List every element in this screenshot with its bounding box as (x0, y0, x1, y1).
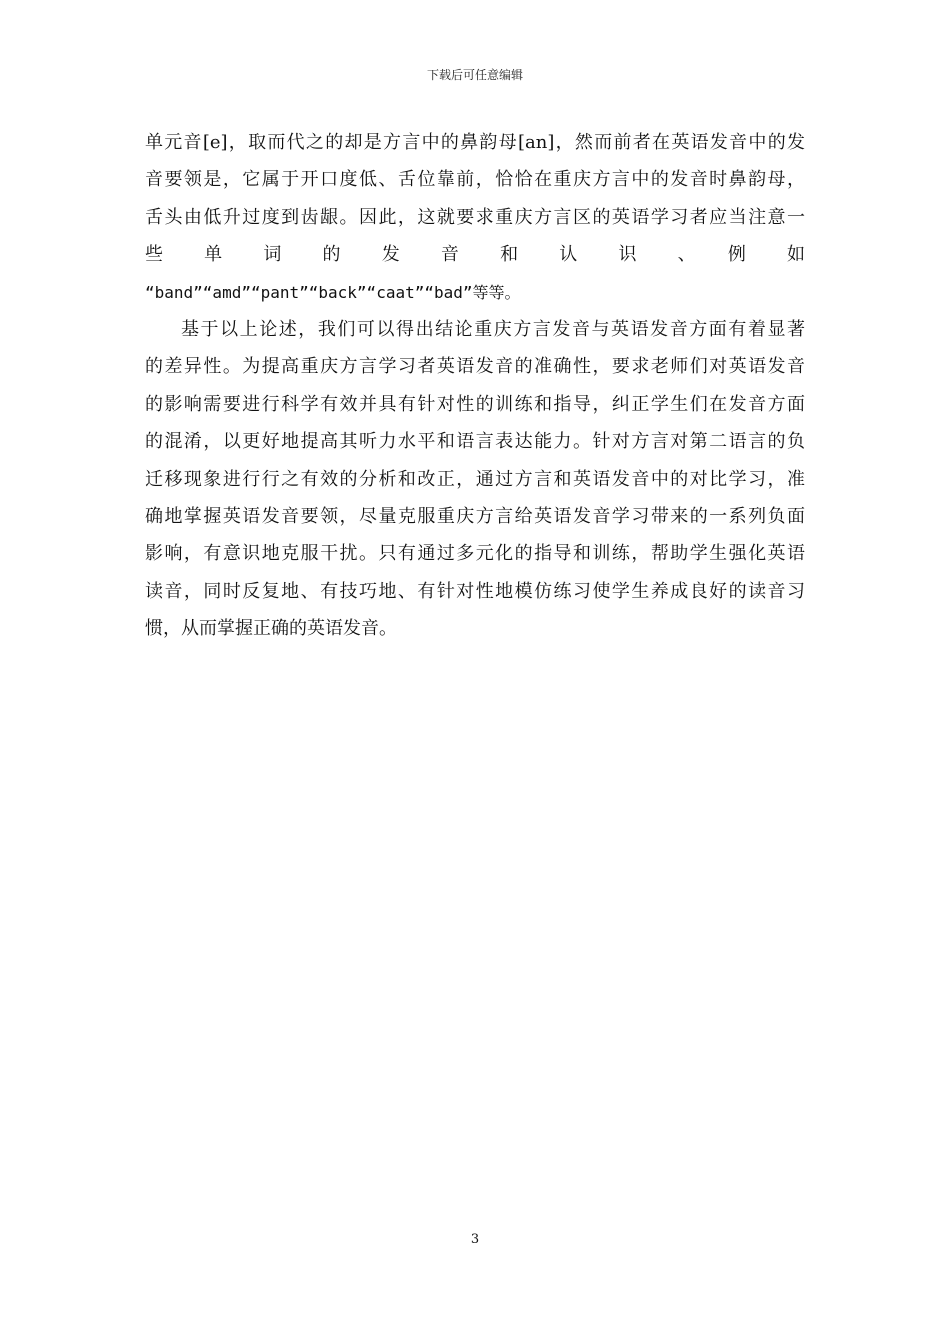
text-line-words: “band”“amd”“pant”“back”“caat”“bad”等等。 (145, 282, 521, 302)
text-line: 基于以上论述，我们可以得出结论重庆方言发音与英语发音方面有着显著 (181, 319, 805, 341)
paragraph-2 (145, 311, 805, 648)
text-line: 读音，同时反复地、有技巧地、有针对性地模仿练习使学生养成良好的读音习 (145, 580, 805, 602)
text-line: 的混淆，以更好地提高其听力水平和语言表达能力。针对方言对第二语言的负 (145, 431, 805, 453)
document-body (145, 124, 805, 648)
text-line: 舌头由低升过度到齿龈。因此，这就要求重庆方言区的英语学习者应当注意一 (145, 206, 805, 228)
text-line: 迁移现象进行行之有效的分析和改正，通过方言和英语发音中的对比学习，准 (145, 468, 805, 490)
page-number: 3 (470, 1232, 480, 1247)
text-line: 惯，从而掌握正确的英语发音。 (145, 618, 397, 640)
page-header: 下载后可任意编辑 (426, 68, 523, 82)
text-line: 些 单 词 的 发 音 和 认 识 、 例 如 (145, 244, 805, 266)
paragraph-1 (145, 124, 805, 311)
text-line: 的差异性。为提高重庆方言学习者英语发音的准确性，要求老师们对英语发音 (145, 356, 805, 378)
text-line: 确地掌握英语发音要领，尽量克服重庆方言给英语发音学习带来的一系列负面 (145, 506, 805, 528)
text-line: 单元音[e]，取而代之的却是方言中的鼻韵母[an]，然而前者在英语发音中的发 (145, 132, 805, 153)
text-line: 音要领是，它属于开口度低、舌位靠前，恰恰在重庆方言中的发音时鼻韵母， (145, 169, 805, 191)
text-line: 的影响需要进行科学有效并具有针对性的训练和指导，纠正学生们在发音方面 (145, 393, 805, 415)
text-line: 影响，有意识地克服干扰。只有通过多元化的指导和训练，帮助学生强化英语 (145, 543, 805, 565)
